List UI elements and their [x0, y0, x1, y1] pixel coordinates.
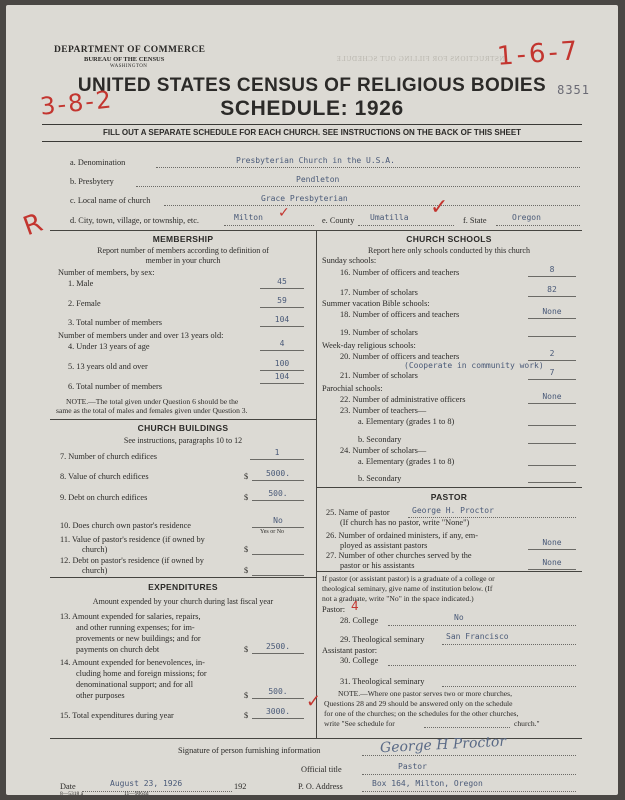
q23a-label: a. Elementary (grades 1 to 8) — [358, 417, 455, 426]
pastor-heading: PASTOR — [430, 492, 468, 502]
parochial-label: Parochial schools: — [322, 384, 383, 393]
county-value: Umatilla — [370, 213, 409, 222]
q3-label: 3. Total number of members — [68, 318, 162, 327]
handwritten-number-top-left: 3-8-2 — [38, 85, 115, 121]
local-name-line — [164, 205, 580, 206]
q10-value: No — [252, 516, 304, 528]
census-schedule-sheet — [6, 5, 618, 795]
membership-intro: Report number of members according to definition of — [97, 246, 269, 255]
q19-label: 19. Number of scholars — [340, 328, 418, 337]
q20-label: 20. Number of officers and teachers — [340, 352, 460, 361]
dollar-sign: $ — [244, 691, 249, 700]
q28-value: No — [454, 613, 464, 622]
column-divider — [316, 230, 317, 738]
presbytery-label: b. Presbytery — [70, 177, 114, 186]
q14-label: cluding home and foreign missions; for — [76, 669, 207, 678]
weekday-label: Week-day religious schools: — [322, 341, 416, 350]
address-value: Box 164, Milton, Oregon — [372, 779, 483, 788]
q24b-value — [528, 471, 576, 483]
county-label: e. County — [322, 216, 355, 225]
q31-line — [442, 686, 576, 687]
print-code: 11—9064d — [124, 791, 149, 795]
q26-label: 26. Number of ordained ministers, if any, em- — [326, 531, 478, 540]
q11-label: 11. Value of pastor's residence (if owned by — [60, 535, 205, 544]
summer-label: Summer vacation Bible schools: — [322, 299, 430, 308]
q23-label: 23. Number of teachers— — [340, 406, 427, 415]
date-label: Date — [60, 782, 76, 791]
q23b-value — [528, 432, 576, 444]
bureau-label: BUREAU OF THE CENSUS — [84, 56, 165, 63]
q23a-value — [528, 414, 576, 426]
q12-value — [252, 564, 304, 576]
q11-label: church) — [82, 545, 108, 554]
q29-value: San Francisco — [446, 632, 509, 641]
q15-label: 15. Total expenditures during year — [60, 711, 174, 720]
presbytery-line — [136, 186, 580, 187]
q4-label: 4. Under 13 years of age — [68, 342, 150, 351]
date-line — [82, 791, 232, 792]
date-value: August 23, 1926 — [110, 779, 183, 788]
pastor-sub-label: Pastor: — [322, 605, 346, 614]
q10-label: 10. Does church own pastor's residence — [60, 521, 191, 530]
check-mark: ✓ — [306, 691, 322, 712]
q13-label: payments on church debt — [76, 645, 160, 654]
q9-label: 9. Debt on church edifices — [60, 493, 148, 502]
buildings-heading: CHURCH BUILDINGS — [137, 423, 229, 433]
q1-value: 45 — [260, 277, 304, 289]
handwritten-number-top-right: 1-6-7 — [495, 36, 581, 72]
q13-label: 13. Amount expended for salaries, repairs, — [60, 612, 201, 621]
state-value: Oregon — [512, 213, 541, 222]
by-sex-label: Number of members, by sex: — [58, 268, 155, 277]
q20-note: (Cooperate in community work) — [404, 361, 544, 370]
date-suffix: 192 — [234, 782, 247, 791]
check-mark: ✓ — [278, 205, 290, 221]
q17-value: 82 — [528, 285, 576, 297]
address-label: P. O. Address — [298, 782, 343, 791]
graduate-instruction: not a graduate, write "No" in the space indicated.) — [322, 594, 474, 603]
denomination-value: Presbyterian Church in the U.S.A. — [236, 156, 395, 165]
q29-line — [442, 644, 576, 645]
handwritten-mark: 4 — [351, 599, 359, 613]
q3-value: 104 — [260, 315, 304, 327]
q30-label: 30. College — [340, 656, 379, 665]
q27-value: None — [528, 558, 576, 570]
q8-value: 5000. — [252, 469, 304, 481]
assistant-sub-label: Assistant pastor: — [322, 646, 378, 655]
q27-label: 27. Number of other churches served by the — [326, 551, 472, 560]
section-divider — [316, 571, 582, 572]
q16-label: 16. Number of officers and teachers — [340, 268, 460, 277]
q25-note: (If church has no pastor, write "None") — [340, 518, 470, 527]
dollar-sign: $ — [244, 493, 249, 502]
membership-note: same as the total of males and females given under Question 3. — [56, 406, 248, 415]
q1-label: 1. Male — [68, 279, 94, 288]
sunday-label: Sunday schools: — [322, 256, 377, 265]
section-divider — [50, 577, 316, 578]
yes-no-hint: Yes or No — [260, 529, 285, 535]
membership-heading: MEMBERSHIP — [152, 234, 214, 244]
city-town-line — [224, 225, 314, 226]
q5-value: 100 — [260, 359, 304, 371]
signature-label: Signature of person furnishing information — [178, 746, 321, 755]
q2-label: 2. Female — [68, 299, 101, 308]
schools-heading: CHURCH SCHOOLS — [406, 234, 492, 244]
department-label: DEPARTMENT OF COMMERCE — [54, 45, 206, 55]
pastor-note: church." — [514, 719, 540, 728]
q14-label: 14. Amount expended for benevolences, in- — [60, 658, 205, 667]
q4-value: 4 — [260, 339, 304, 351]
q13-label: and other running expenses; for im- — [76, 623, 195, 632]
buildings-sub: See instructions, paragraphs 10 to 12 — [123, 436, 243, 445]
schools-sub: Report here only schools conducted by this church — [368, 246, 530, 255]
denomination-label: a. Denomination — [70, 158, 126, 167]
dollar-sign: $ — [244, 566, 249, 575]
membership-intro: member in your church — [145, 256, 221, 265]
denomination-line — [156, 167, 580, 168]
q6-value: 104 — [260, 372, 304, 384]
q23b-label: b. Secondary — [358, 435, 402, 444]
pastor-note: write "See schedule for — [324, 719, 395, 728]
q8-label: 8. Value of church edifices — [60, 472, 149, 481]
state-line — [496, 225, 580, 226]
dollar-sign: $ — [244, 645, 249, 654]
margin-mark: R — [19, 207, 47, 243]
pastor-note: for one of the churches; on the schedules for the other churches, — [324, 709, 519, 718]
q30-line — [388, 665, 576, 666]
q31-label: 31. Theological seminary — [340, 677, 425, 686]
presbytery-value: Pendleton — [296, 175, 340, 184]
dollar-sign: $ — [244, 711, 249, 720]
official-title-label: Official title — [301, 765, 342, 774]
q13-label: provements or new buildings; and for — [76, 634, 201, 643]
q28-label: 28. College — [340, 616, 379, 625]
q14-label: other purposes — [76, 691, 125, 700]
q25-label: 25. Name of pastor — [326, 508, 390, 517]
q24a-value — [528, 454, 576, 466]
q14-value: 500. — [252, 687, 304, 699]
q13-value: 2500. — [252, 642, 304, 654]
city-town-value: Milton — [234, 213, 263, 222]
show-through-text: INSTRUCTIONS FOR FILLING OUT SCHEDULE — [336, 55, 508, 63]
local-name-value: Grace Presbyterian — [261, 194, 348, 203]
q24-label: 24. Number of scholars— — [340, 446, 427, 455]
graduate-instruction: theological seminary, give name of institution below. (If — [322, 584, 493, 593]
expenditures-sub: Amount expended by your church during last fiscal year — [92, 597, 274, 606]
q25-value: George H. Proctor — [412, 506, 494, 515]
expenditures-heading: EXPENDITURES — [148, 582, 218, 592]
section-divider — [50, 419, 316, 420]
q22-label: 22. Number of administrative officers — [340, 395, 466, 404]
q26-value: None — [528, 538, 576, 550]
q24b-label: b. Secondary — [358, 474, 402, 483]
official-title-value: Pastor — [398, 762, 427, 771]
q12-label: church) — [82, 566, 108, 575]
q9-value: 500. — [252, 489, 304, 501]
section-divider — [316, 487, 582, 488]
state-label: f. State — [463, 216, 487, 225]
pastor-note-line — [424, 727, 510, 728]
local-name-label: c. Local name of church — [70, 196, 151, 205]
q2-value: 59 — [260, 296, 304, 308]
q17-label: 17. Number of scholars — [340, 288, 418, 297]
city-town-label: d. City, town, village, or township, etc. — [70, 216, 199, 225]
q21-value: 7 — [528, 368, 576, 380]
instruction-bar: FILL OUT A SEPARATE SCHEDULE FOR EACH CHURCH. SEE INSTRUCTIONS ON THE BACK OF THIS SHEET — [42, 124, 582, 142]
q21-label: 21. Number of scholars — [340, 371, 418, 380]
q14-label: denominational support; and for all — [76, 680, 194, 689]
q26-label: ployed as assistant pastors — [340, 541, 428, 550]
q18-value: None — [528, 307, 576, 319]
membership-note: NOTE.—The total given under Question 6 should be the — [66, 397, 239, 406]
q18-label: 18. Number of officers and teachers — [340, 310, 460, 319]
dollar-sign: $ — [244, 545, 249, 554]
q7-label: 7. Number of church edifices — [60, 452, 157, 461]
county-line — [358, 225, 454, 226]
q19-value — [528, 325, 576, 337]
pastor-note: NOTE.—Where one pastor serves two or more churches, — [338, 689, 512, 698]
q28-line — [388, 625, 576, 626]
q16-value: 8 — [528, 265, 576, 277]
check-mark: ✓ — [430, 195, 449, 220]
official-title-line — [362, 774, 576, 775]
signature-value: George H Proctor — [379, 733, 507, 757]
q27-label: pastor or his assistants — [340, 561, 415, 570]
form-title: UNITED STATES CENSUS OF RELIGIOUS BODIES — [77, 75, 547, 96]
dollar-sign: $ — [244, 472, 249, 481]
q12-label: 12. Debt on pastor's residence (if owned by — [60, 556, 204, 565]
q7-value: 1 — [250, 448, 304, 460]
q22-value: None — [528, 392, 576, 404]
q6-label: 6. Total number of members — [68, 382, 162, 391]
schedule-title: SCHEDULE: 1926 — [220, 97, 404, 120]
under-over-label: Number of members under and over 13 years old: — [58, 331, 224, 340]
graduate-instruction: If pastor (or assistant pastor) is a graduate of a college or — [322, 574, 495, 583]
q29-label: 29. Theological seminary — [340, 635, 425, 644]
city-label: WASHINGTON — [110, 64, 148, 69]
q20-value: 2 — [528, 349, 576, 361]
q24a-label: a. Elementary (grades 1 to 8) — [358, 457, 455, 466]
address-line — [362, 791, 576, 792]
q15-value: 3000. — [252, 707, 304, 719]
pastor-note: Questions 28 and 29 should be answered only on the schedule — [324, 699, 513, 708]
form-number: 8—5318 a — [60, 791, 84, 795]
q5-label: 5. 13 years old and over — [68, 362, 148, 371]
q11-value — [252, 543, 304, 555]
serial-number: 8351 — [557, 83, 590, 97]
